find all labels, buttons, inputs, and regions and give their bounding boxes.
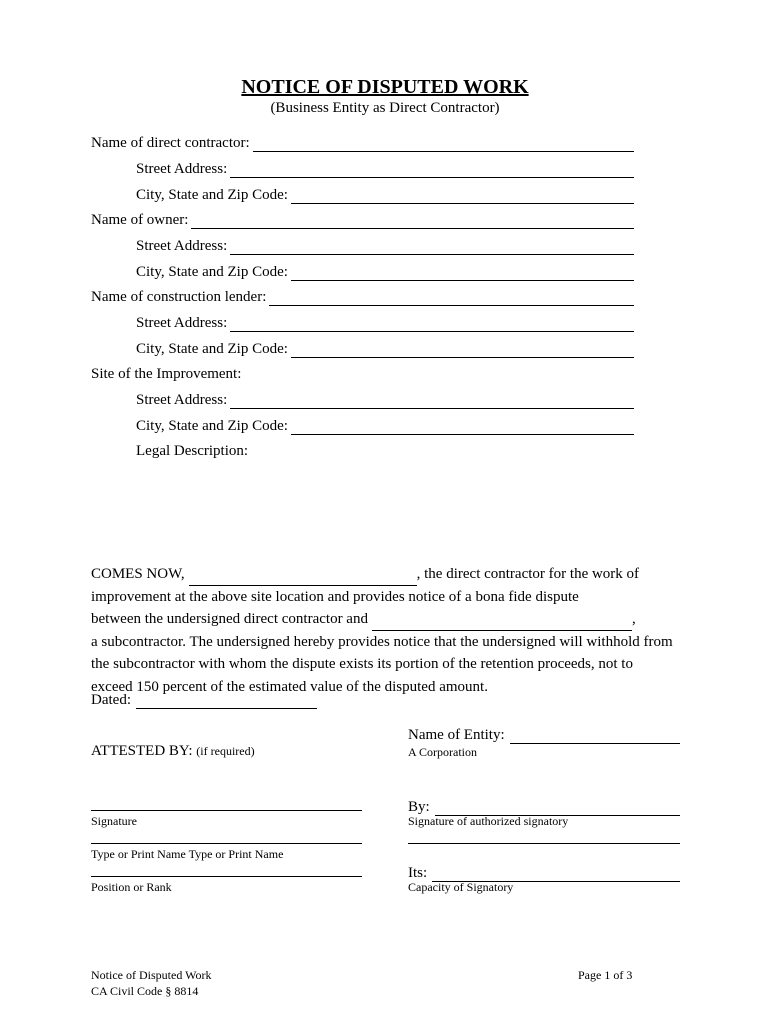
lender-city-label: City, State and Zip Code: <box>136 341 288 357</box>
page-title: NOTICE OF DISPUTED WORK <box>241 76 529 98</box>
site-street-row <box>136 389 634 409</box>
page-number: Page 1 of 3 <box>578 968 633 982</box>
comes-now-text: COMES NOW, <box>91 566 185 582</box>
lender-city-row <box>136 338 634 358</box>
authorized-signatory-caption: Signature of authorized signatory <box>408 814 569 828</box>
legal-description-row <box>136 440 634 460</box>
notice-paragraph <box>91 563 691 699</box>
site-city-label: City, State and Zip Code: <box>136 418 288 434</box>
paragraph-line-6: exceed 150 percent of the estimated value of the disputed amount. <box>91 678 488 695</box>
print-name-line[interactable] <box>91 843 362 844</box>
page-subtitle: (Business Entity as Direct Contractor) <box>270 100 500 116</box>
lender-field[interactable] <box>269 291 634 306</box>
footer-code: CA Civil Code § 8814 <box>91 984 199 998</box>
owner-city-label: City, State and Zip Code: <box>136 264 288 280</box>
signature-caption: Signature <box>91 814 137 828</box>
capacity-caption: Capacity of Signatory <box>408 880 514 894</box>
paragraph-line-5: the subcontractor with whom the dispute exists its portion of the retention proceeds, not to <box>91 656 633 673</box>
paragraph-line-4: a subcontractor. The undersigned hereby provides notice that the undersigned will withhold from <box>91 633 673 650</box>
owner-field[interactable] <box>191 214 634 229</box>
contractor-name-field[interactable] <box>189 571 417 586</box>
owner-row <box>91 209 634 229</box>
contractor-street-row <box>136 158 634 178</box>
contractor-city-label: City, State and Zip Code: <box>136 187 288 203</box>
its-label: Its: <box>408 865 428 881</box>
owner-city-field[interactable] <box>291 266 634 281</box>
print-name-caption: Type or Print Name Type or Print Name <box>91 847 284 861</box>
entity-field[interactable] <box>510 729 680 744</box>
legal-description-label: Legal Description: <box>136 443 249 459</box>
dated-row <box>91 689 317 709</box>
entity-label: Name of Entity: <box>408 727 505 743</box>
paragraph-line-3 <box>91 608 691 631</box>
by-label: By: <box>408 799 430 815</box>
signature-line[interactable] <box>91 810 362 811</box>
contractor-street-label: Street Address: <box>136 161 228 177</box>
owner-street-row <box>136 235 634 255</box>
site-label: Site of the Improvement: <box>91 366 242 382</box>
lender-street-label: Street Address: <box>136 315 228 331</box>
direct-contractor-field[interactable] <box>253 137 634 152</box>
lender-street-row <box>136 312 634 332</box>
owner-street-label: Street Address: <box>136 238 228 254</box>
paragraph-line-1 <box>91 563 691 586</box>
if-required-text: (if required) <box>196 744 255 758</box>
dated-label: Dated: <box>91 692 131 708</box>
direct-contractor-label: Name of direct contractor: <box>91 135 250 151</box>
line3-end-text: , <box>631 611 636 628</box>
footer-title: Notice of Disputed Work <box>91 968 212 982</box>
entity-row <box>408 724 680 744</box>
position-line[interactable] <box>91 876 362 877</box>
lender-row <box>91 286 634 306</box>
line1-end-text: , the direct contractor for the work of <box>416 566 640 582</box>
subcontractor-name-field[interactable] <box>372 616 632 631</box>
by-row <box>408 796 680 816</box>
owner-street-field[interactable] <box>230 240 634 255</box>
authorized-name-line[interactable] <box>408 843 680 844</box>
site-row <box>91 363 634 383</box>
attested-by-label: ATTESTED BY: <box>91 743 193 759</box>
direct-contractor-row <box>91 132 634 152</box>
owner-city-row <box>136 261 634 281</box>
line3-start-text: between the undersigned direct contractor and <box>91 611 368 628</box>
paragraph-line-2: improvement at the above site location and provides notice of a bona fide dispute <box>91 588 579 605</box>
site-street-field[interactable] <box>230 394 634 409</box>
lender-street-field[interactable] <box>230 317 634 332</box>
lender-label: Name of construction lender: <box>91 289 267 305</box>
contractor-city-field[interactable] <box>291 189 634 204</box>
position-caption: Position or Rank <box>91 880 172 894</box>
dated-field[interactable] <box>136 694 317 709</box>
owner-label: Name of owner: <box>91 212 189 228</box>
attested-by <box>91 743 255 760</box>
contractor-city-row <box>136 184 634 204</box>
site-street-label: Street Address: <box>136 392 228 408</box>
site-city-row <box>136 415 634 435</box>
a-corporation-text: A Corporation <box>408 745 477 759</box>
lender-city-field[interactable] <box>291 343 634 358</box>
site-city-field[interactable] <box>291 420 634 435</box>
its-row <box>408 862 680 882</box>
contractor-street-field[interactable] <box>230 163 634 178</box>
